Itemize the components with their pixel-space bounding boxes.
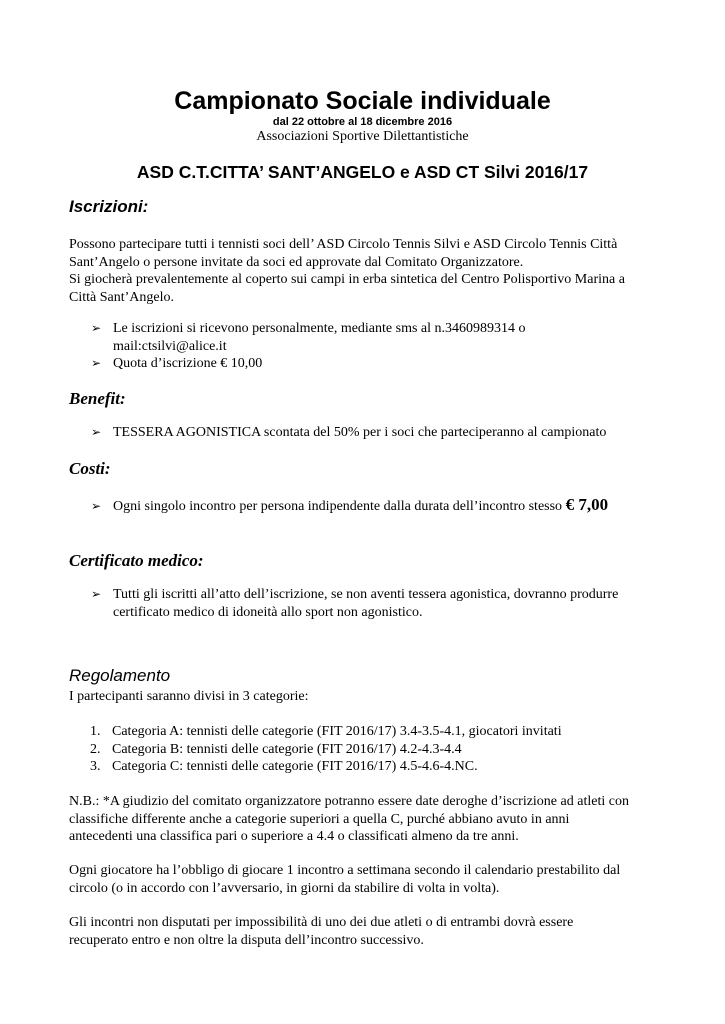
arrow-bullet-icon: ➢ bbox=[91, 425, 102, 439]
category-item bbox=[90, 723, 562, 741]
nb-paragraph bbox=[69, 793, 669, 846]
category-number: 3. bbox=[90, 759, 101, 774]
paragraph-line: I partecipanti saranno divisi in 3 categorie: bbox=[69, 689, 309, 704]
bullet-line: Quota d’iscrizione € 10,00 bbox=[113, 356, 263, 371]
paragraph-line: Città Sant’Angelo. bbox=[69, 289, 174, 305]
iscrizioni-paragraph bbox=[69, 236, 669, 306]
category-item bbox=[90, 758, 562, 776]
regolamento-heading: Regolamento bbox=[69, 666, 171, 685]
arrow-bullet-icon: ➢ bbox=[91, 321, 102, 335]
paragraph-line: Possono partecipare tutti i tennisti soci dell’ ASD Circolo Tennis Silvi e ASD Circolo Tennis Città bbox=[69, 237, 618, 252]
bullet-line: certificato medico di idoneità allo sport non agonistico. bbox=[113, 604, 423, 620]
iscrizioni-bullet-list bbox=[91, 320, 681, 373]
regolamento-intro bbox=[69, 688, 669, 706]
category-number: 1. bbox=[90, 724, 101, 739]
certificato-bullet-list bbox=[91, 586, 681, 621]
benefit-heading: Benefit: bbox=[69, 389, 126, 408]
certificato-heading: Certificato medico: bbox=[69, 551, 204, 570]
bullet-item bbox=[91, 586, 681, 621]
iscrizioni-heading: Iscrizioni: bbox=[69, 197, 149, 216]
bullet-line: Le iscrizioni si ricevono personalmente, mediante sms al n.3460989314 o bbox=[113, 321, 526, 336]
paragraph-line: classifiche differente anche a categorie superiori a quella C, purché abbiano avuto in anni bbox=[69, 811, 570, 827]
categories-list bbox=[90, 723, 562, 776]
paragraph-line: Ogni giocatore ha l’obbligo di giocare 1 incontro a settimana secondo il calendario prestabilito dal bbox=[69, 863, 621, 878]
paragraph-line: Si giocherà prevalentemente al coperto sui campi in erba sintetica del Centro Polisportivo Marina a bbox=[69, 272, 625, 287]
category-text: Categoria C: tennisti delle categorie (FIT 2016/17) 4.5-4.6-4.NC. bbox=[112, 759, 478, 774]
championship-dates: dal 22 ottobre al 18 dicembre 2016 bbox=[272, 116, 453, 128]
bullet-line: Tutti gli iscritti all’atto dell’iscrizione, se non aventi tessera agonistica, dovranno produrre bbox=[113, 587, 619, 602]
rule-weekly-match-paragraph bbox=[69, 862, 669, 897]
category-item bbox=[90, 741, 562, 759]
arrow-bullet-icon: ➢ bbox=[91, 356, 102, 370]
association-subtitle: Associazioni Sportive Dilettantistiche bbox=[256, 129, 469, 144]
bullet-line bbox=[113, 496, 681, 516]
bullet-line: mail:ctsilvi@alice.it bbox=[113, 338, 227, 354]
bullet-line: TESSERA AGONISTICA scontata del 50% per i soci che parteciperanno al campionato bbox=[113, 425, 607, 440]
costi-heading: Costi: bbox=[69, 459, 111, 478]
paragraph-line: Gli incontri non disputati per impossibilità di uno dei due atleti o di entrambi dovrà essere bbox=[69, 915, 574, 930]
category-number: 2. bbox=[90, 741, 101, 757]
rule-recovery-paragraph bbox=[69, 914, 669, 949]
paragraph-line: circolo (o in accordo con l’avversario, in giorni da stabilire di volta in volta). bbox=[69, 880, 500, 896]
paragraph-line: N.B.: *A giudizio del comitato organizzatore potranno essere date deroghe d’iscrizione ad atleti con bbox=[69, 794, 629, 809]
clubs-heading: ASD C.T.CITTA’ SANT’ANGELO e ASD CT Silvi 2016/17 bbox=[136, 162, 589, 182]
arrow-bullet-icon: ➢ bbox=[91, 499, 102, 513]
category-text: Categoria B: tennisti delle categorie (FIT 2016/17) 4.2-4.3-4.4 bbox=[112, 741, 462, 757]
costi-description: Ogni singolo incontro per persona indipendente dalla durata dell’incontro stesso bbox=[113, 499, 563, 514]
bullet-item bbox=[91, 424, 681, 442]
benefit-bullet-list bbox=[91, 424, 681, 442]
bullet-item bbox=[91, 496, 681, 516]
paragraph-line: antecedenti una classifica pari o superiore a 4.4 o classificati almeno da tre anni. bbox=[69, 829, 519, 844]
document-title: Campionato Sociale individuale bbox=[174, 87, 551, 115]
bullet-item bbox=[91, 320, 681, 355]
paragraph-line: Sant’Angelo o persone invitate da soci ed approvate dal Comitato Organizzatore. bbox=[69, 254, 524, 270]
bullet-item bbox=[91, 355, 681, 373]
category-text: Categoria A: tennisti delle categorie (FIT 2016/17) 3.4-3.5-4.1, giocatori invitati bbox=[112, 724, 562, 739]
costi-price: € 7,00 bbox=[565, 495, 609, 514]
costi-bullet-list bbox=[91, 496, 681, 516]
paragraph-line: recuperato entro e non oltre la disputa dell’incontro successivo. bbox=[69, 932, 424, 948]
arrow-bullet-icon: ➢ bbox=[91, 587, 102, 601]
